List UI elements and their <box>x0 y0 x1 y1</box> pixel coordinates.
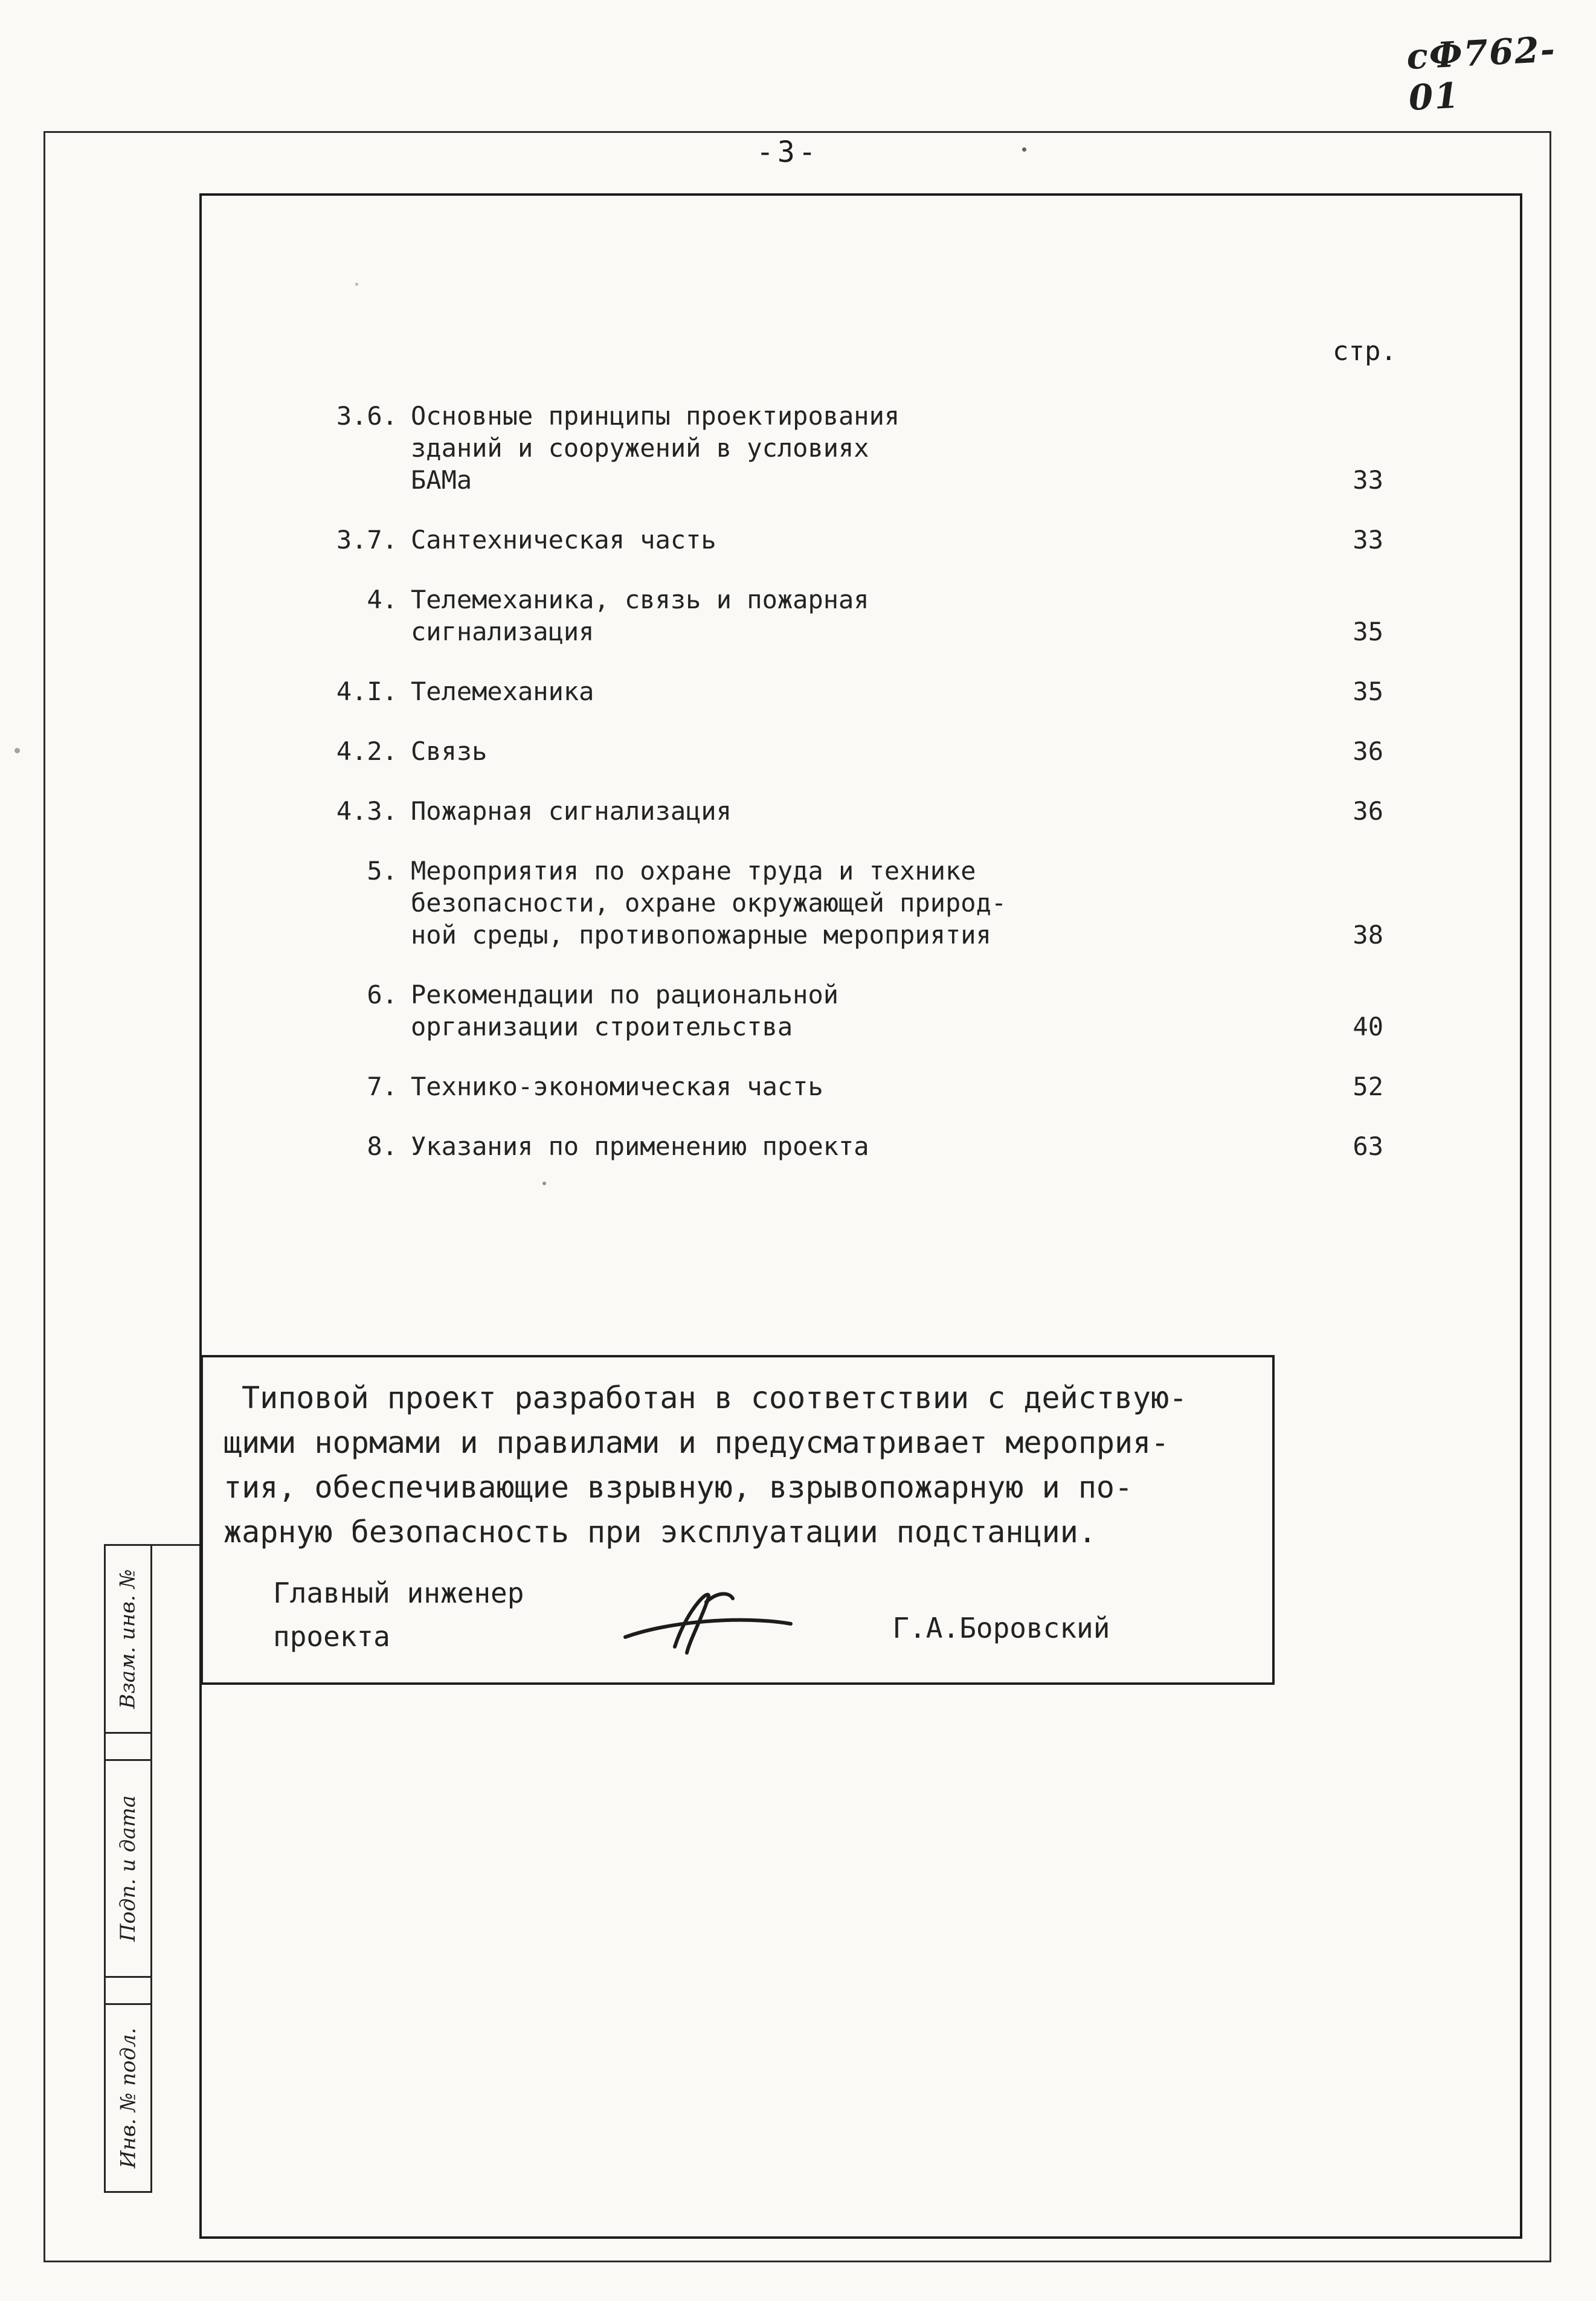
toc-entry-title <box>411 795 1329 827</box>
toc-entry-page: 33 <box>1353 525 1383 555</box>
toc-entry-line: организации строительства <box>411 1012 793 1041</box>
toc-entry-page: 38 <box>1353 920 1383 950</box>
scan-speck <box>542 1182 546 1185</box>
toc-entry-page: 36 <box>1353 736 1383 766</box>
scan-speck <box>14 748 20 753</box>
signature-scribble <box>614 1579 802 1661</box>
toc-entry <box>319 1070 1383 1102</box>
toc-entry-number: 4.3. <box>336 796 397 826</box>
toc-entry <box>319 524 1383 556</box>
note-paragraph <box>224 1376 1252 1554</box>
toc-entry <box>319 855 1383 951</box>
toc-entry-line: сигнализация <box>411 617 594 646</box>
toc-entry-title <box>411 979 1329 1043</box>
toc-entry-page: 35 <box>1353 617 1383 646</box>
toc-entry <box>319 675 1383 707</box>
note-line: щими нормами и правилами и предусматривает мероприя- <box>224 1425 1170 1460</box>
toc-entry <box>319 979 1383 1043</box>
toc-entry-line: Указания по применению проекта <box>411 1131 869 1161</box>
signer-name: Г.А.Боровский <box>892 1612 1110 1644</box>
toc-entry-page: 40 <box>1353 1012 1383 1041</box>
stamp-spacer-cell <box>106 1732 150 1759</box>
toc-entry-number: 7. <box>367 1072 397 1101</box>
toc-entry-line: безопасности, охране окружающей природ- <box>411 888 1007 918</box>
stamp-cell <box>106 2003 150 2191</box>
toc-entry-title <box>411 855 1329 951</box>
toc-entry <box>319 400 1383 496</box>
toc-entry-line: Связь <box>411 736 487 766</box>
stamp-spacer-cell <box>106 1976 150 2003</box>
stamp-strip-connector-line <box>151 1544 199 1546</box>
toc-entry <box>319 795 1383 827</box>
stamp-cell-label: Взам. инв. № <box>116 1569 141 1709</box>
toc-entry-title <box>411 1130 1329 1162</box>
stamp-cell-label: Подп. и дата <box>116 1795 140 1942</box>
signer-role-line: проекта <box>273 1620 390 1653</box>
toc-entry-title <box>411 400 1329 496</box>
toc-entry-line: Основные принципы проектирования <box>411 401 900 431</box>
toc-entry-line: Телемеханика <box>411 677 594 706</box>
stamp-cell <box>106 1759 150 1976</box>
page-column-header: стр. <box>1333 336 1397 367</box>
table-of-contents <box>319 400 1383 1190</box>
toc-entry-line: Мероприятия по охране труда и технике <box>411 856 976 886</box>
toc-entry-page: 33 <box>1353 465 1383 495</box>
stamp-cell <box>106 1546 150 1732</box>
toc-entry-page: 35 <box>1353 677 1383 706</box>
toc-entry-title <box>411 584 1329 648</box>
toc-entry <box>319 1130 1383 1162</box>
toc-entry-number: 4.2. <box>336 736 397 766</box>
toc-entry-line: Рекомендации по рациональной <box>411 980 839 1009</box>
toc-entry-line: Телемеханика, связь и пожарная <box>411 585 869 614</box>
signer-role <box>273 1571 524 1658</box>
toc-entry <box>319 735 1383 767</box>
toc-entry <box>319 584 1383 648</box>
toc-entry-page: 52 <box>1353 1072 1383 1101</box>
toc-entry-page: 63 <box>1353 1131 1383 1161</box>
toc-entry-number: 3.6. <box>336 401 397 431</box>
toc-entry-line: ной среды, противопожарные мероприятия <box>411 920 991 950</box>
toc-entry-number: 6. <box>367 980 397 1009</box>
toc-entry-number: 4. <box>367 585 397 614</box>
note-line: жарную безопасность при эксплуатации подстанции. <box>224 1514 1096 1550</box>
toc-entry-line: Пожарная сигнализация <box>411 796 732 826</box>
stamp-column <box>104 1544 152 2193</box>
note-line: тия, обеспечивающие взрывную, взрывопожарную и по- <box>224 1470 1133 1505</box>
toc-entry-title <box>411 675 1329 707</box>
scan-speck <box>355 283 358 286</box>
scan-speck <box>1022 147 1026 152</box>
toc-entry-page: 36 <box>1353 796 1383 826</box>
page-number: -3- <box>756 135 820 169</box>
toc-entry-title <box>411 1070 1329 1102</box>
document-code-handwritten: сФ762-01 <box>1405 28 1557 119</box>
note-line: Типовой проект разработан в соответствии с действую- <box>242 1380 1188 1415</box>
note-box <box>201 1355 1275 1685</box>
signature-block <box>224 1571 1252 1658</box>
toc-entry-line: Технико-экономическая часть <box>411 1072 823 1101</box>
toc-entry-number: 3.7. <box>336 525 397 555</box>
toc-entry-title <box>411 735 1329 767</box>
stamp-cell-label: Инв. № подл. <box>116 2027 140 2169</box>
signer-role-line: Главный инженер <box>273 1577 524 1609</box>
toc-entry-line: БАМа <box>411 465 472 495</box>
toc-entry-line: зданий и сооружений в условиях <box>411 433 869 463</box>
toc-entry-number: 8. <box>367 1131 397 1161</box>
toc-entry-line: Сантехническая часть <box>411 525 716 555</box>
toc-entry-title <box>411 524 1329 556</box>
toc-entry-number: 5. <box>367 856 397 886</box>
toc-entry-number: 4.I. <box>336 677 397 706</box>
